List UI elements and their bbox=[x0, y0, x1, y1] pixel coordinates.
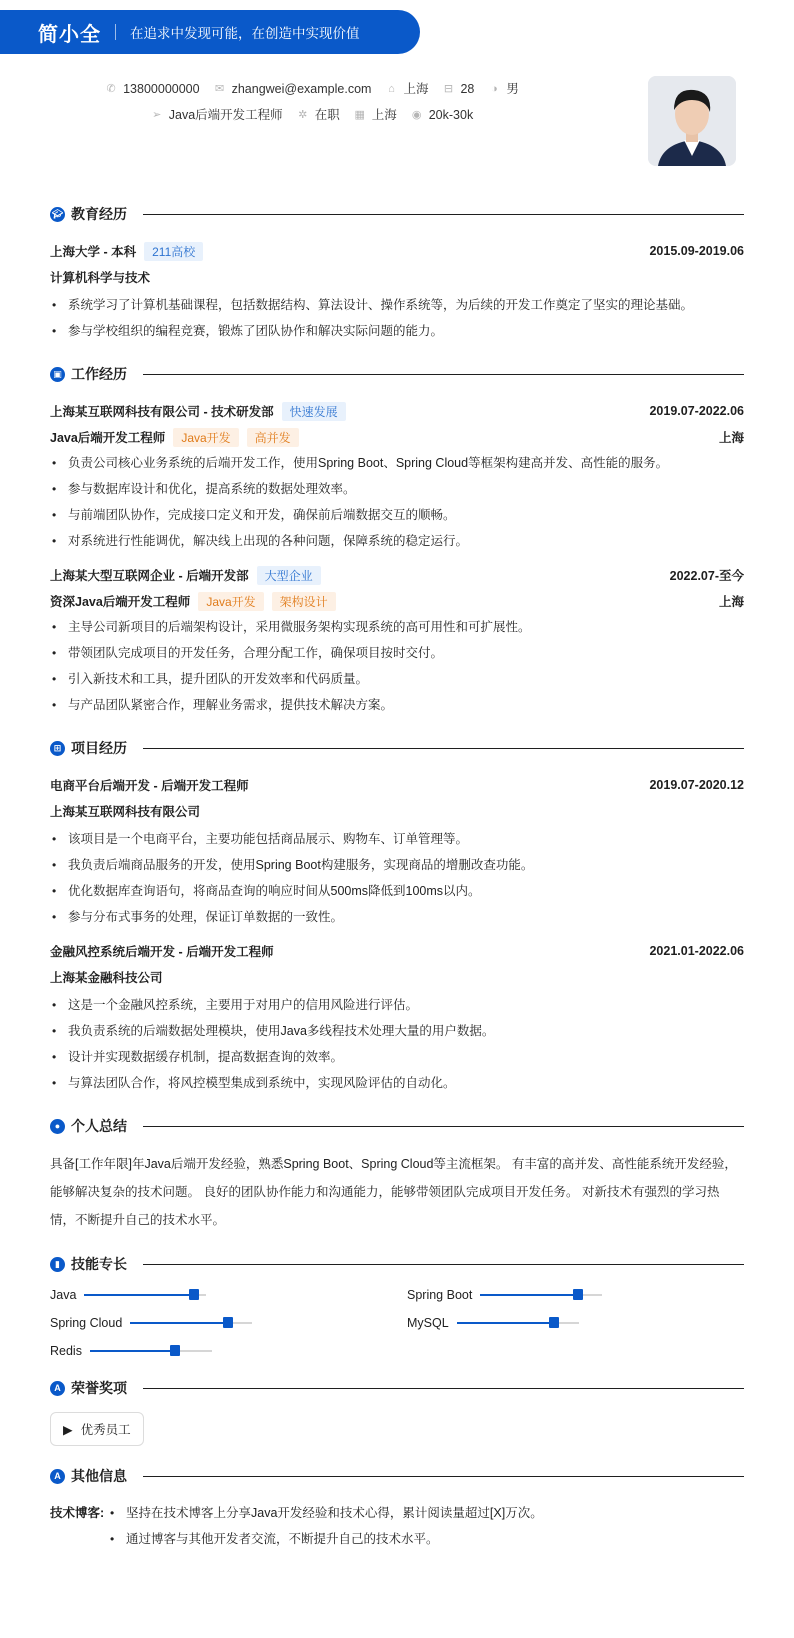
list-item: • 我负责系统的后端数据处理模块，使用Java多线程技术处理大量的用户数据。 bbox=[50, 1018, 744, 1044]
skill-slider[interactable] bbox=[480, 1294, 602, 1296]
section-divider bbox=[143, 1264, 744, 1265]
salary-icon: ◉ bbox=[411, 109, 422, 121]
list-item: • 负责公司核心业务系统的后端开发工作，使用Spring Boot、Spring Cloud等框架构建高并发、高性能的服务。 bbox=[50, 450, 744, 476]
company-tag: 快速发展 bbox=[282, 402, 346, 421]
candidate-name: 简小全 bbox=[38, 23, 101, 46]
list-item: • 与前端团队协作，完成接口定义和开发，确保前后端数据交互的顺畅。 bbox=[50, 502, 744, 528]
skill-name: Spring Cloud bbox=[50, 1316, 123, 1330]
contact-item bbox=[105, 76, 199, 102]
banner-divider bbox=[115, 24, 116, 40]
project-entry bbox=[50, 772, 744, 930]
projects-section bbox=[50, 738, 744, 1096]
list-item: • 与产品团队紧密合作，理解业务需求，提供技术解决方案。 bbox=[50, 692, 744, 718]
section-title: 荣誉奖项 bbox=[71, 1380, 127, 1396]
list-item: • 该项目是一个电商平台，主要功能包括商品展示、购物车、订单管理等。 bbox=[50, 826, 744, 852]
user-icon: ● bbox=[50, 1119, 65, 1134]
contact-item bbox=[411, 102, 473, 128]
contact-item bbox=[488, 76, 519, 102]
contact-info bbox=[0, 76, 624, 128]
skill-name: Spring Boot bbox=[407, 1288, 473, 1302]
contact-item bbox=[297, 102, 340, 128]
awards-section bbox=[50, 1378, 744, 1446]
award-label: 优秀员工 bbox=[80, 1423, 131, 1437]
skill-name: Java bbox=[50, 1288, 77, 1302]
list-item: • 主导公司新项目的后端架构设计，采用微服务架构实现系统的高可用性和可扩展性。 bbox=[50, 614, 744, 640]
work-section bbox=[50, 364, 744, 718]
list-item: • 带领团队完成项目的开发任务，合理分配工作，确保项目按时交付。 bbox=[50, 640, 744, 666]
list-item: • 坚持在技术博客上分享Java开发经验和技术心得，累计阅读量超过[X]万次。 bbox=[108, 1500, 543, 1526]
list-item: • 设计并实现数据缓存机制，提高数据查询的效率。 bbox=[50, 1044, 744, 1070]
slider-handle[interactable] bbox=[549, 1317, 559, 1328]
profile-header bbox=[0, 54, 794, 184]
bar-chart-icon: ▮ bbox=[50, 1257, 65, 1272]
list-item: • 通过博客与其他开发者交流，不断提升自己的技术水平。 bbox=[108, 1526, 543, 1552]
slider-handle[interactable] bbox=[223, 1317, 233, 1328]
list-item: • 对系统进行性能调优，解决线上出现的各种问题，保障系统的稳定运行。 bbox=[50, 528, 744, 554]
skill-slider[interactable] bbox=[90, 1350, 212, 1352]
contact-value: 13800000000 bbox=[123, 82, 200, 96]
job-entry bbox=[50, 398, 744, 554]
contact-value: 上海 bbox=[403, 82, 429, 96]
skill-item bbox=[407, 1288, 744, 1302]
contact-value: Java后端开发工程师 bbox=[168, 108, 283, 122]
name-banner bbox=[0, 10, 420, 54]
status-icon: ✲ bbox=[298, 109, 308, 121]
section-title: 技能专长 bbox=[71, 1256, 127, 1272]
skill-item bbox=[50, 1344, 387, 1358]
list-item: • 参与分布式事务的处理，保证订单数据的一致性。 bbox=[50, 904, 744, 930]
project-company: 上海某金融科技公司 bbox=[50, 971, 163, 985]
project-date: 2019.07-2020.12 bbox=[649, 778, 744, 792]
role-tag: 架构设计 bbox=[272, 592, 336, 611]
school-name: 上海大学 - 本科 bbox=[50, 245, 137, 259]
caret-right-icon: ▶ bbox=[63, 1422, 73, 1437]
project-company: 上海某互联网科技有限公司 bbox=[50, 805, 201, 819]
send-icon: ➢ bbox=[152, 109, 162, 121]
skill-fill bbox=[457, 1322, 555, 1324]
contact-item bbox=[151, 102, 283, 128]
contact-value: 上海 bbox=[371, 108, 397, 122]
project-name: 电商平台后端开发 - 后端开发工程师 bbox=[50, 779, 249, 793]
company-tag: 大型企业 bbox=[257, 566, 321, 585]
building-icon: ▦ bbox=[354, 109, 365, 121]
major: 计算机科学与技术 bbox=[50, 271, 151, 285]
section-divider bbox=[143, 1476, 744, 1477]
skill-name: Redis bbox=[50, 1344, 82, 1358]
list-item: • 优化数据库查询语句，将商品查询的响应时间从500ms降低到100ms以内。 bbox=[50, 878, 744, 904]
contact-value: 在职 bbox=[314, 108, 340, 122]
section-title: 其他信息 bbox=[71, 1468, 127, 1484]
job-role: 资深Java后端开发工程师 bbox=[50, 595, 191, 609]
school-tag: 211高校 bbox=[144, 242, 203, 261]
skill-slider[interactable] bbox=[457, 1322, 579, 1324]
contact-value: 20k-30k bbox=[428, 108, 474, 122]
section-title: 项目经历 bbox=[71, 740, 127, 756]
role-tag: 高并发 bbox=[247, 428, 299, 447]
slider-handle[interactable] bbox=[170, 1345, 180, 1356]
list-item: • 系统学习了计算机基础课程，包括数据结构、算法设计、操作系统等，为后续的开发工作奠定了坚实的理论基础。 bbox=[50, 292, 744, 318]
graduation-cap-icon: 🎓︎ bbox=[50, 207, 65, 222]
section-title: 个人总结 bbox=[71, 1118, 127, 1134]
profile-photo bbox=[648, 76, 736, 166]
briefcase-icon: ▣ bbox=[50, 367, 65, 382]
company-name: 上海某大型互联网企业 - 后端开发部 bbox=[50, 569, 249, 583]
job-date: 2022.07-至今 bbox=[669, 569, 744, 583]
section-divider bbox=[143, 1388, 744, 1389]
phone-icon: ✆ bbox=[106, 83, 116, 95]
award-icon: A bbox=[50, 1381, 65, 1396]
job-date: 2019.07-2022.06 bbox=[649, 404, 744, 418]
job-city: 上海 bbox=[718, 431, 744, 445]
contact-value: 28 bbox=[460, 82, 475, 96]
project-entry bbox=[50, 938, 744, 1096]
job-entry bbox=[50, 562, 744, 718]
skill-slider[interactable] bbox=[84, 1294, 206, 1296]
skill-fill bbox=[130, 1322, 228, 1324]
list-item: • 引入新技术和工具，提升团队的开发效率和代码质量。 bbox=[50, 666, 744, 692]
summary-text: 具备[工作年限]年Java后端开发经验，熟悉Spring Boot、Spring Cloud等主流框架。 有丰富的高并发、高性能系统开发经验，能够解决复杂的技术问题。 良好的团队协作能力和沟通能力，能够带领团队完成项目开发任务。 对新技术有强烈的学习热情，不断提升自己的技术水平。 bbox=[50, 1157, 737, 1227]
other-section bbox=[50, 1466, 744, 1552]
job-role: Java后端开发工程师 bbox=[50, 431, 166, 445]
contact-value: 男 bbox=[506, 82, 519, 96]
role-tag: Java开发 bbox=[198, 592, 263, 611]
skill-item bbox=[50, 1288, 387, 1302]
contact-row-1 bbox=[0, 76, 624, 102]
contact-item bbox=[385, 76, 428, 102]
section-title: 工作经历 bbox=[71, 366, 127, 382]
skill-slider[interactable] bbox=[130, 1322, 252, 1324]
info-icon: A bbox=[50, 1469, 65, 1484]
contact-item bbox=[214, 76, 372, 102]
award-item[interactable] bbox=[50, 1412, 144, 1446]
project-name: 金融风控系统后端开发 - 后端开发工程师 bbox=[50, 945, 274, 959]
skill-fill bbox=[480, 1294, 578, 1296]
section-divider bbox=[143, 748, 744, 749]
skill-name: MySQL bbox=[407, 1316, 449, 1330]
contact-item bbox=[442, 76, 474, 102]
skills-section bbox=[50, 1254, 744, 1358]
project-date: 2021.01-2022.06 bbox=[649, 944, 744, 958]
education-date: 2015.09-2019.06 bbox=[649, 244, 744, 258]
contact-value: zhangwei@example.com bbox=[231, 82, 372, 96]
section-divider bbox=[143, 374, 744, 375]
slider-handle[interactable] bbox=[189, 1289, 199, 1300]
grid-icon: ⊞ bbox=[50, 741, 65, 756]
summary-section bbox=[50, 1116, 744, 1234]
slider-handle[interactable] bbox=[573, 1289, 583, 1300]
education-section bbox=[50, 204, 744, 344]
section-title: 教育经历 bbox=[71, 206, 127, 222]
list-item: • 与算法团队合作，将风控模型集成到系统中，实现风险评估的自动化。 bbox=[50, 1070, 744, 1096]
list-item: • 参与学校组织的编程竞赛，锻炼了团队协作和解决实际问题的能力。 bbox=[50, 318, 744, 344]
company-name: 上海某互联网科技有限公司 - 技术研发部 bbox=[50, 405, 274, 419]
list-item: • 这是一个金融风控系统，主要用于对用户的信用风险进行评估。 bbox=[50, 992, 744, 1018]
skill-item bbox=[50, 1316, 387, 1330]
gender-icon: ◑ bbox=[491, 83, 498, 95]
contact-item bbox=[354, 102, 397, 128]
list-item: • 我负责后端商品服务的开发，使用Spring Boot构建服务，实现商品的增删改查功能。 bbox=[50, 852, 744, 878]
job-city: 上海 bbox=[718, 595, 744, 609]
skill-fill bbox=[90, 1350, 175, 1352]
age-icon: ⊟ bbox=[443, 83, 454, 95]
home-icon: ⌂ bbox=[388, 83, 395, 95]
skill-item bbox=[407, 1316, 744, 1330]
role-tag: Java开发 bbox=[173, 428, 238, 447]
motto: 在追求中发现可能，在创造中实现价值 bbox=[130, 26, 360, 41]
mail-icon: ✉ bbox=[214, 83, 225, 95]
skill-fill bbox=[84, 1294, 194, 1296]
list-item: • 参与数据库设计和优化，提高系统的数据处理效率。 bbox=[50, 476, 744, 502]
other-label: 技术博客: bbox=[50, 1506, 105, 1520]
section-divider bbox=[143, 1126, 744, 1127]
section-divider bbox=[143, 214, 744, 215]
contact-row-2 bbox=[0, 102, 624, 128]
